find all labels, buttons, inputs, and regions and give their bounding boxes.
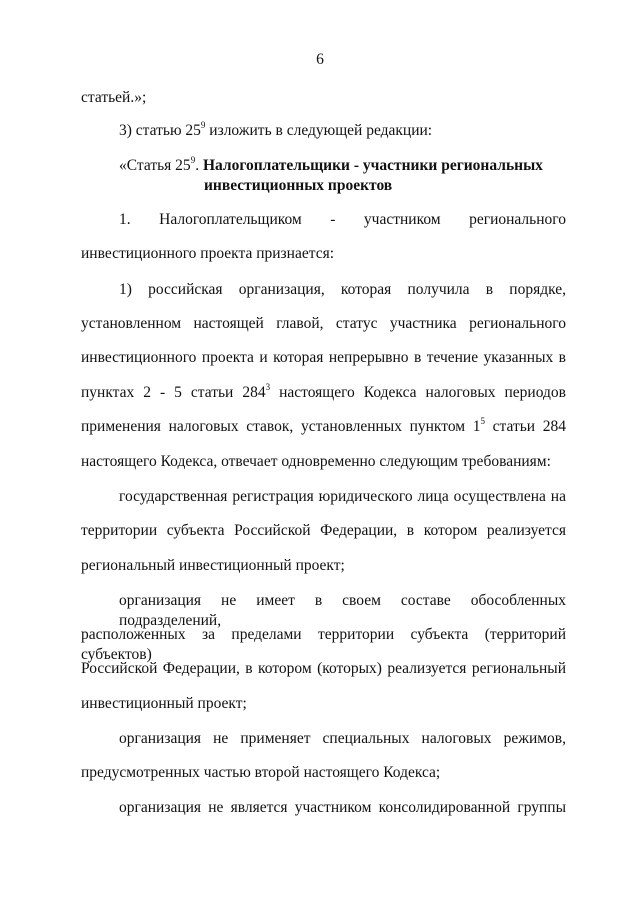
text-line: государственная регистрация юридического лица осуществлена на [119, 488, 566, 505]
text-line: 1) российская организация, которая получила в порядке, [119, 281, 566, 298]
text-line: установленном настоящей главой, статус участника регионального [81, 315, 566, 332]
article-heading: «Статья $25^9$. Налогоплательщики - участники региональных [119, 155, 543, 174]
text-line: настоящего Кодекса, отвечает одновременно следующим требованиям: [81, 453, 551, 470]
text-line: Российской Федерации, в котором (которых) реализуется региональный [81, 660, 566, 677]
text-line: инвестиционного проекта и которая непрерывно в течение указанных в [81, 349, 566, 366]
page-number: 6 [316, 51, 324, 68]
article-heading-cont: инвестиционных проектов [204, 177, 393, 194]
text-line: инвестиционный проект; [81, 695, 247, 712]
text-line: региональный инвестиционный проект; [81, 557, 345, 574]
text-line: предусмотренных частью второй настоящего Кодекса; [81, 764, 441, 781]
text-line: 1. Налогоплательщиком - участником регионального [119, 211, 566, 228]
text-line: расположенных за пределами территории субъекта (территорий субъектов) [81, 626, 566, 663]
text-line: 3) статью $25^9$ изложить в следующей редакции: [119, 120, 433, 139]
text-line: применения налоговых ставок, установленных пунктом $1^5$ статьи 284 [81, 416, 566, 435]
text-line: инвестиционного проекта признается: [81, 245, 335, 262]
text-line: организация не является участником консолидированной группы [119, 799, 566, 816]
text-line: организация не имеет в своем составе обособленных подразделений, [119, 592, 566, 629]
text-line: пунктах 2 - 5 статьи $284^3$ настоящего Кодекса налоговых периодов [81, 382, 566, 401]
text-line: территории субъекта Российской Федерации, в котором реализуется [81, 522, 566, 539]
text-line: статьей.»; [81, 89, 147, 106]
text-line: организация не применяет специальных налоговых режимов, [119, 730, 566, 747]
